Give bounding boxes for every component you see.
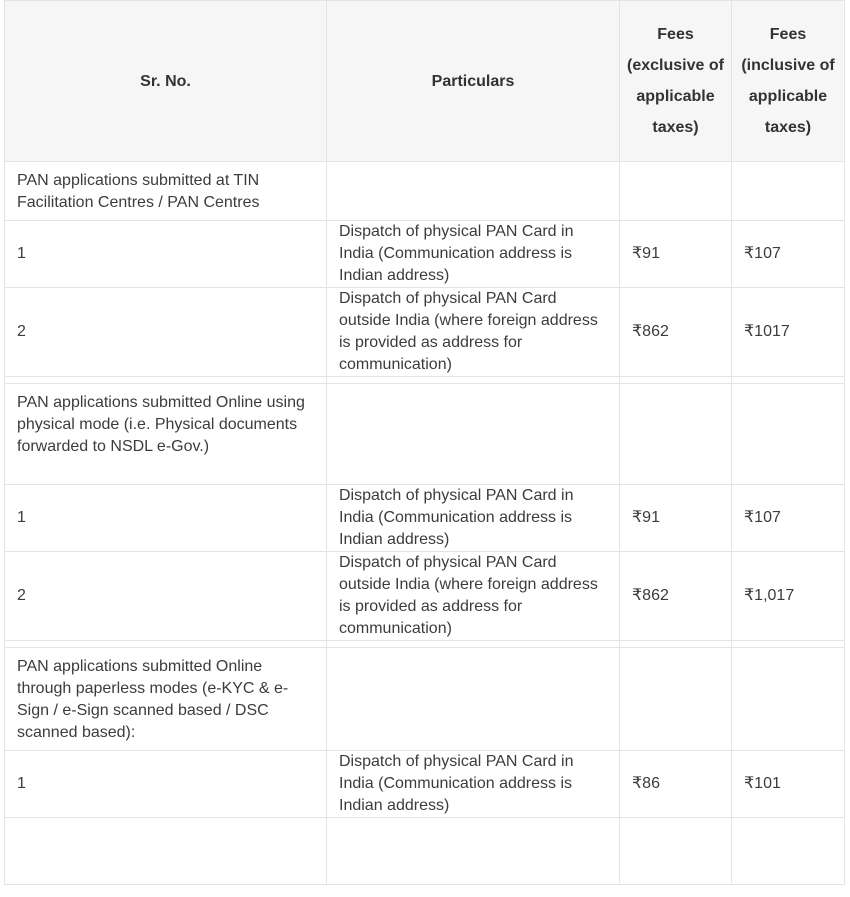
header-sr-no: Sr. No.: [5, 1, 327, 162]
header-fees-exclusive: Fees (exclusive of applicable taxes): [620, 1, 732, 162]
table-row: [5, 818, 845, 885]
section-heading-row: [5, 162, 845, 221]
spacer-row: [5, 641, 845, 648]
section-heading-row: [5, 384, 845, 485]
table-row: [5, 485, 845, 552]
header-fees-inclusive: Fees (inclusive of applicable taxes): [732, 1, 845, 162]
table-row: [5, 552, 845, 641]
pan-fees-table: [4, 0, 845, 885]
section-heading: PAN applications submitted Online using physical mode (i.e. Physical documents forwarded to NSDL e-Gov.): [5, 384, 327, 485]
sr-no-cell: 1: [5, 751, 327, 818]
sr-no-cell: 1: [5, 221, 327, 288]
section-heading: PAN applications submitted Online through paperless modes (e-KYC & e-Sign / e-Sign scanned based / DSC scanned based):: [5, 648, 327, 751]
particulars-cell: Dispatch of physical PAN Card outside India (where foreign address is provided as address for communication): [327, 552, 620, 641]
header-row: [5, 1, 845, 162]
fee-inclusive-cell: ₹101: [732, 751, 845, 818]
fee-exclusive-cell: ₹862: [620, 288, 732, 377]
fee-inclusive-cell: ₹107: [732, 485, 845, 552]
fee-exclusive-cell: ₹862: [620, 552, 732, 641]
fee-exclusive-cell: ₹91: [620, 221, 732, 288]
header-particulars: Particulars: [327, 1, 620, 162]
particulars-cell: Dispatch of physical PAN Card in India (Communication address is Indian address): [327, 221, 620, 288]
sr-no-cell: 2: [5, 552, 327, 641]
spacer-row: [5, 377, 845, 384]
particulars-cell: Dispatch of physical PAN Card in India (Communication address is Indian address): [327, 485, 620, 552]
fee-exclusive-cell: ₹91: [620, 485, 732, 552]
table-row: [5, 751, 845, 818]
fee-inclusive-cell: ₹1,017: [732, 552, 845, 641]
sr-no-cell: 2: [5, 288, 327, 377]
particulars-cell: Dispatch of physical PAN Card in India (Communication address is Indian address): [327, 751, 620, 818]
sr-no-cell: 1: [5, 485, 327, 552]
fee-inclusive-cell: ₹107: [732, 221, 845, 288]
section-heading: PAN applications submitted at TIN Facilitation Centres / PAN Centres: [5, 162, 327, 221]
section-heading-row: [5, 648, 845, 751]
table-row: [5, 221, 845, 288]
table-row: [5, 288, 845, 377]
particulars-cell: Dispatch of physical PAN Card outside India (where foreign address is provided as address for communication): [327, 288, 620, 377]
fee-inclusive-cell: ₹1017: [732, 288, 845, 377]
fee-exclusive-cell: ₹86: [620, 751, 732, 818]
